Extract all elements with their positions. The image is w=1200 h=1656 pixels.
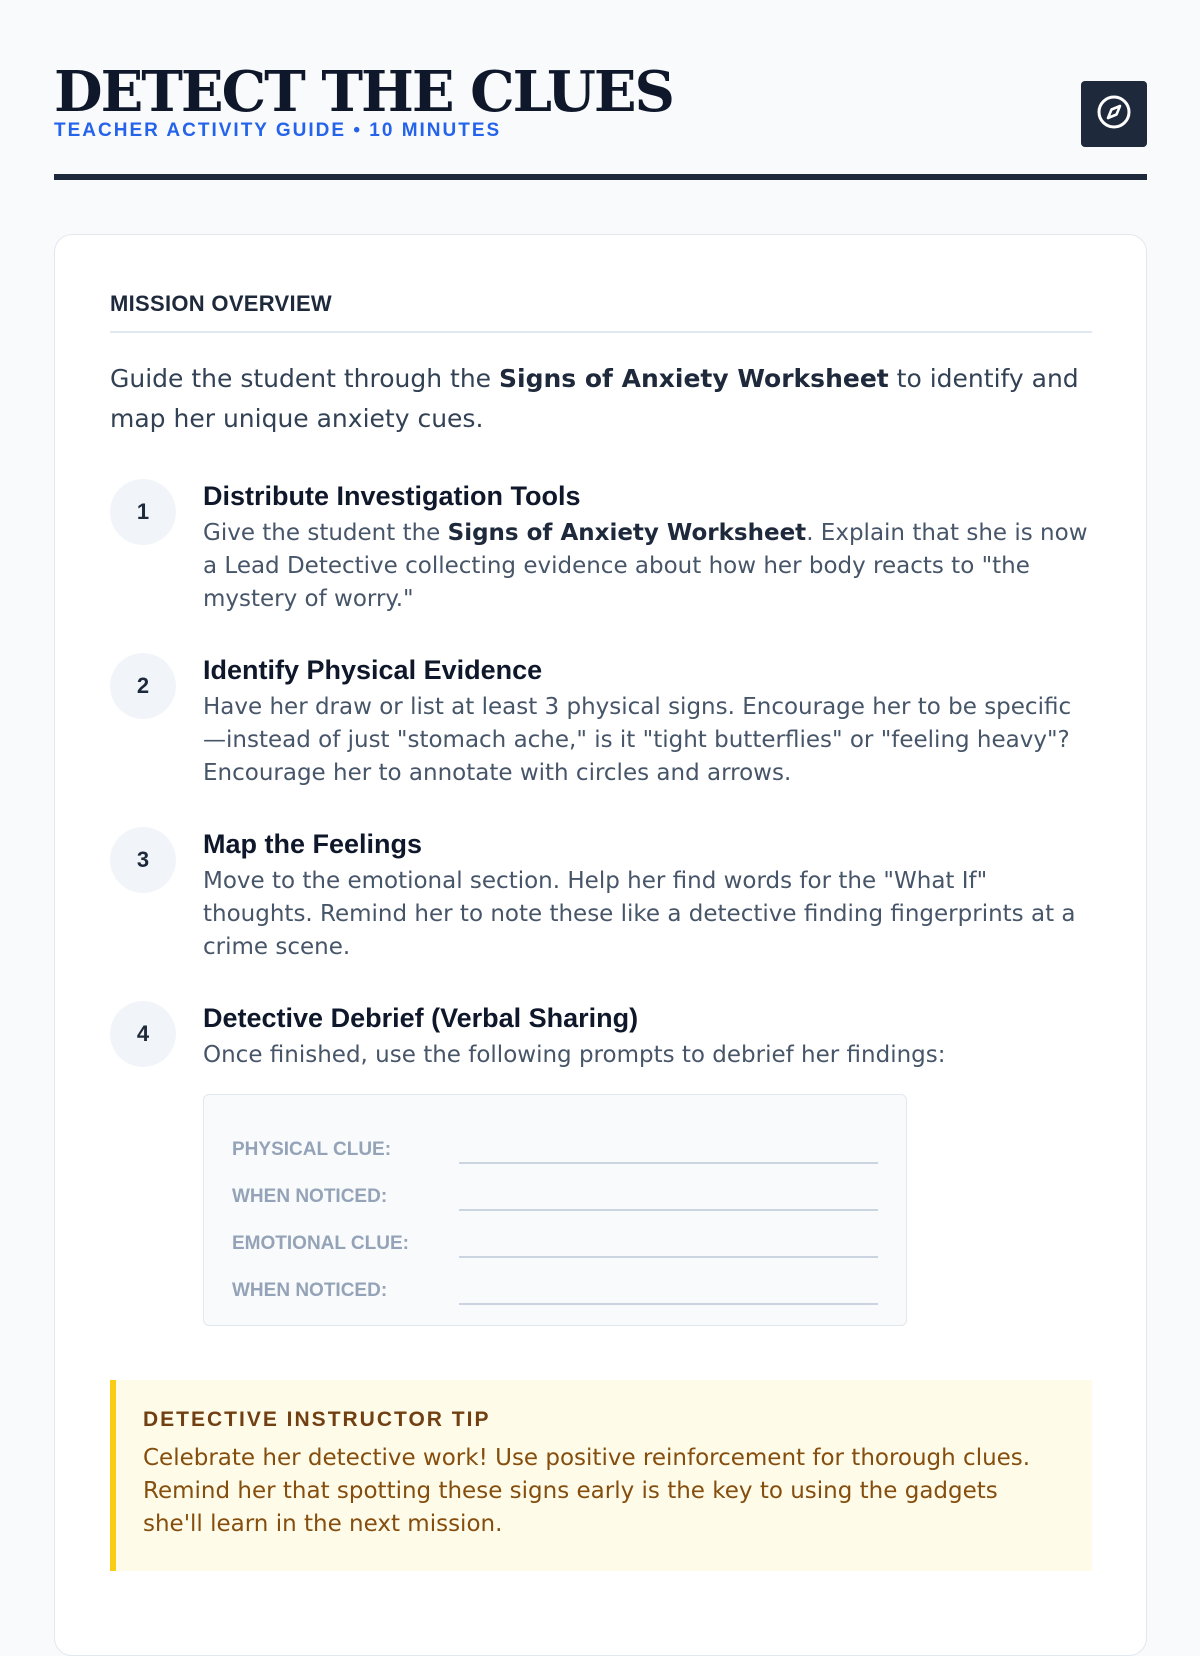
tip-title: DETECTIVE INSTRUCTOR TIP (143, 1408, 491, 1431)
step-title: Distribute Investigation Tools (203, 481, 581, 511)
step-text: Have her draw or list at least 3 physical signs. Encourage her to be specific—instead of just "stomach ache," is it "tight butterflies" or "feeling heavy"? Encourage her to annotate with circles and arrows. (203, 694, 1072, 786)
step-text: Once finished, use the following prompts to debrief her findings: (203, 1042, 946, 1068)
step-text: Move to the emotional section. Help her find words for the "What If" thoughts. Remind her to note these like a detective finding fingerprints at a crime scene. (203, 868, 1076, 960)
debrief-blank-line[interactable] (459, 1230, 878, 1258)
header-divider (54, 174, 1147, 180)
debrief-label: WHEN NOTICED: (232, 1280, 388, 1301)
step-number: 2 (110, 653, 176, 719)
section-label: MISSION OVERVIEW (110, 291, 1092, 333)
debrief-blank-line[interactable] (459, 1277, 878, 1305)
debrief-row (232, 1117, 878, 1164)
debrief-label: PHYSICAL CLUE: (232, 1139, 392, 1160)
intro-suffix: to identify and map her unique anxiety cues. (110, 364, 1079, 433)
tip-text: Celebrate her detective work! Use positive reinforcement for thorough clues. Remind her that spotting these signs early is the key to using the gadgets she'll learn in the next mission. (143, 1445, 1031, 1537)
step-item (110, 827, 1092, 964)
intro-prefix: Guide the student through the (110, 364, 500, 393)
debrief-form (203, 1094, 907, 1326)
compass-icon (1094, 92, 1134, 136)
step-text-bold: Signs of Anxiety Worksheet (447, 520, 807, 546)
debrief-blank-line[interactable] (459, 1183, 878, 1211)
debrief-blank-line[interactable] (459, 1136, 878, 1164)
step-item (110, 1001, 1092, 1326)
intro-text (110, 359, 1092, 439)
step-text-prefix: Give the student the (203, 520, 448, 546)
step-number: 1 (110, 479, 176, 545)
step-list (110, 479, 1092, 1326)
debrief-label: EMOTIONAL CLUE: (232, 1233, 409, 1254)
page-subtitle: TEACHER ACTIVITY GUIDE • 10 MINUTES (54, 120, 502, 141)
step-title: Identify Physical Evidence (203, 655, 543, 685)
step-title: Map the Feelings (203, 829, 423, 859)
step-text (203, 517, 1092, 616)
debrief-row (232, 1211, 878, 1258)
step-number: 3 (110, 827, 176, 893)
mission-card (54, 234, 1147, 1656)
intro-bold: Signs of Anxiety Worksheet (499, 364, 889, 393)
debrief-row (232, 1164, 878, 1211)
page-title: DETECT THE CLUES (54, 59, 673, 125)
compass-button[interactable] (1081, 81, 1147, 147)
debrief-label: WHEN NOTICED: (232, 1186, 388, 1207)
step-title: Detective Debrief (Verbal Sharing) (203, 1003, 639, 1033)
step-number: 4 (110, 1001, 176, 1067)
step-item (110, 479, 1092, 616)
debrief-row (232, 1258, 878, 1305)
page-header (54, 60, 1147, 142)
step-item (110, 653, 1092, 790)
step-text-suffix: . Explain that she is now a Lead Detective collecting evidence about how her body reacts to "the mystery of worry." (203, 520, 1088, 612)
instructor-tip (110, 1380, 1092, 1571)
